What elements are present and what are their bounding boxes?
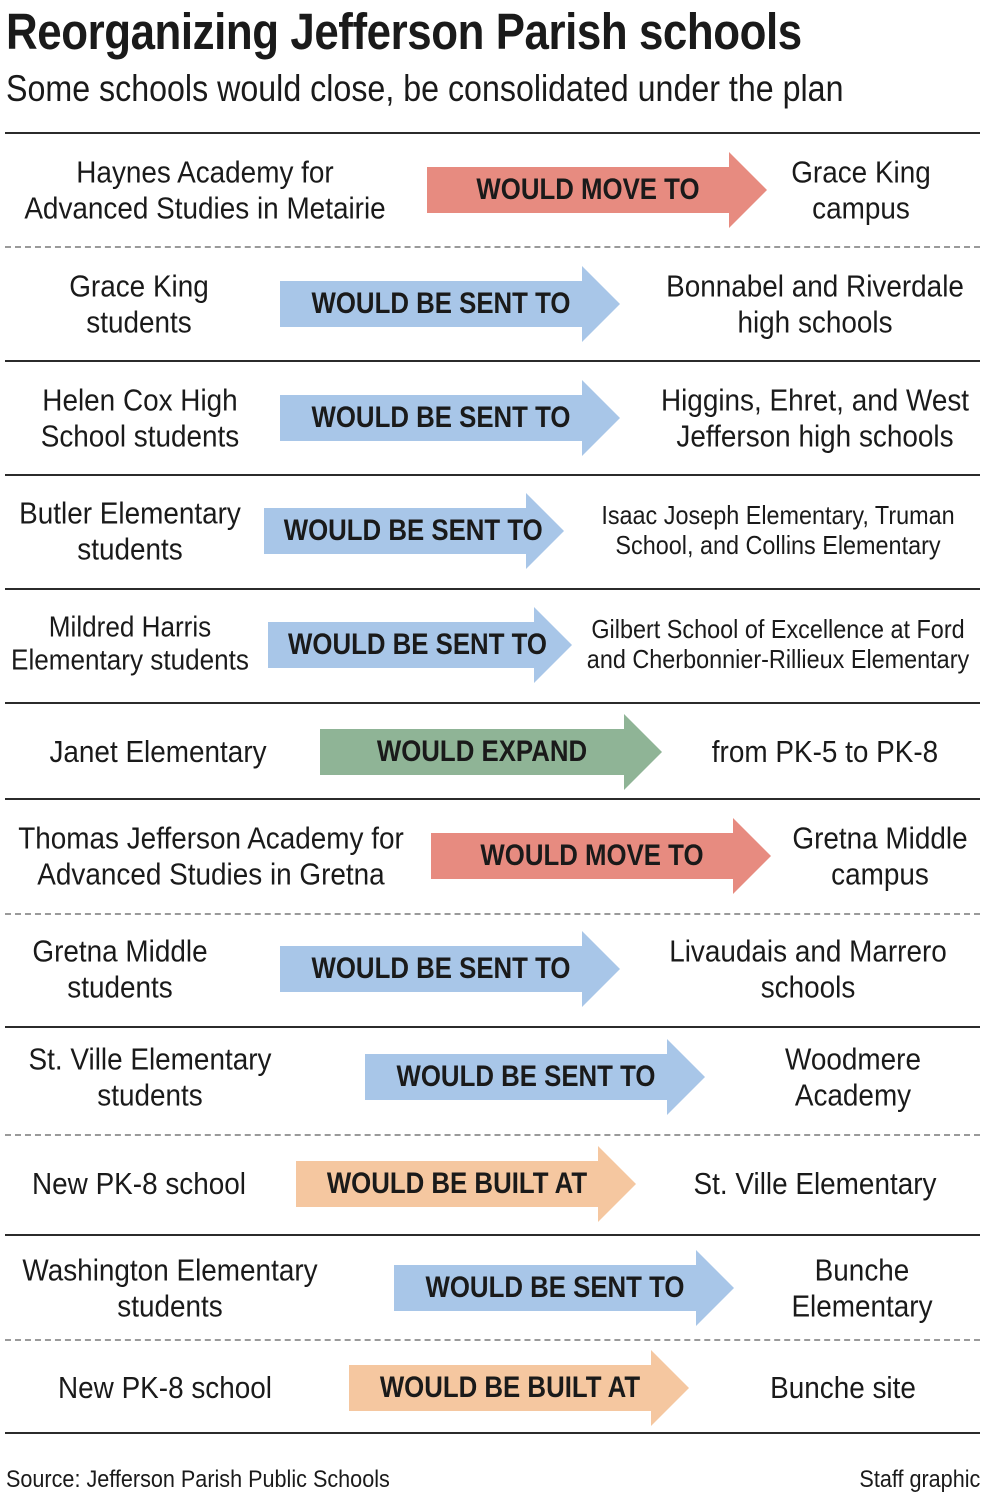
- origin-school-line: students: [97, 1077, 203, 1112]
- origin-school: [41, 382, 240, 453]
- destination: [666, 268, 964, 339]
- destination-line: Bonnabel and Riverdale: [666, 268, 964, 304]
- action-label: WOULD BE SENT TO: [283, 514, 543, 547]
- row-divider: [5, 474, 980, 476]
- arrow-head-icon: [729, 152, 767, 228]
- destination-line: Grace King: [791, 154, 931, 190]
- action-label: WOULD MOVE TO: [476, 173, 700, 206]
- row-divider: [5, 913, 980, 915]
- graphic-title: Reorganizing Jefferson Parish schools: [6, 3, 802, 60]
- destination: [587, 615, 969, 675]
- destination-line: School, and Collins Elementary: [615, 530, 941, 560]
- destination-line: Livaudais and Marrero: [669, 933, 947, 969]
- origin-school-line: Washington Elementary: [22, 1252, 318, 1288]
- origin-school: [24, 154, 385, 225]
- arrow-head-icon: [598, 1146, 636, 1222]
- destination-line: Bunche site: [770, 1370, 916, 1406]
- destination-line: from PK-5 to PK-8: [711, 734, 939, 770]
- destination: [770, 1370, 916, 1406]
- origin-school: [58, 1370, 272, 1406]
- action-label: WOULD BE SENT TO: [396, 1060, 656, 1093]
- arrow-head-icon: [624, 714, 662, 790]
- destination-line: schools: [760, 969, 856, 1004]
- origin-school-line: Thomas Jefferson Academy for: [18, 820, 404, 856]
- row-divider: [5, 1026, 980, 1028]
- destination: [712, 734, 938, 770]
- destination: [792, 820, 967, 891]
- row-divider: [5, 588, 980, 590]
- arrow-sent: [365, 1039, 705, 1115]
- arrow-sent: [280, 380, 620, 456]
- origin-school: [22, 1252, 317, 1323]
- action-label: WOULD MOVE TO: [480, 839, 704, 872]
- source-credit: Source: Jefferson Parish Public Schools: [6, 1466, 390, 1493]
- destination-line: and Cherbonnier-Rillieux Elementary: [586, 644, 970, 674]
- arrow-head-icon: [733, 818, 771, 894]
- destination: [785, 1041, 921, 1112]
- row-divider: [5, 360, 980, 362]
- arrow-sent: [394, 1250, 734, 1326]
- destination-line: Gilbert School of Excellence at Ford: [591, 614, 965, 645]
- origin-school-line: Helen Cox High: [42, 382, 238, 418]
- origin-school-line: Janet Elementary: [49, 734, 267, 770]
- origin-school-line: students: [86, 304, 192, 339]
- origin-school-line: School students: [40, 418, 240, 453]
- staff-credit: Staff graphic: [859, 1466, 980, 1493]
- row-divider: [5, 1234, 980, 1236]
- origin-school-line: Elementary students: [11, 645, 249, 677]
- action-label: WOULD BE SENT TO: [311, 287, 571, 320]
- row-divider: [5, 702, 980, 704]
- origin-school-line: New PK-8 school: [57, 1370, 273, 1406]
- arrow-sent: [268, 607, 572, 683]
- arrow-head-icon: [582, 380, 620, 456]
- origin-school-line: Butler Elementary: [19, 495, 241, 531]
- destination: [669, 933, 947, 1004]
- origin-school-line: Gretna Middle: [32, 933, 208, 969]
- destination-line: St. Ville Elementary: [693, 1166, 937, 1202]
- origin-school: [69, 268, 209, 339]
- action-label: WOULD EXPAND: [376, 735, 588, 768]
- origin-school-line: New PK-8 school: [31, 1166, 247, 1202]
- origin-school-line: Mildred Harris: [48, 611, 212, 644]
- arrow-head-icon: [651, 1350, 689, 1426]
- destination-line: campus: [812, 190, 910, 225]
- destination: [694, 1166, 937, 1202]
- origin-school: [32, 1166, 246, 1202]
- origin-school: [29, 1041, 272, 1112]
- row-divider: [5, 246, 980, 248]
- arrow-move: [431, 818, 771, 894]
- origin-school: [19, 495, 241, 566]
- arrow-head-icon: [582, 266, 620, 342]
- graphic-subtitle: Some schools would close, be consolidated under the plan: [6, 68, 844, 109]
- arrow-built: [296, 1146, 636, 1222]
- origin-school-line: students: [77, 531, 183, 566]
- destination-line: Gretna Middle: [792, 820, 968, 856]
- origin-school: [18, 820, 404, 891]
- row-divider: [5, 1432, 980, 1434]
- arrow-sent: [280, 931, 620, 1007]
- destination: [601, 501, 954, 561]
- origin-school-line: Haynes Academy for: [76, 154, 334, 190]
- destination-line: Academy: [794, 1077, 912, 1112]
- destination-line: Elementary: [791, 1288, 933, 1323]
- action-label: WOULD BE SENT TO: [288, 628, 547, 661]
- destination-line: high schools: [737, 304, 893, 339]
- origin-school-line: Grace King: [69, 268, 209, 304]
- row-divider: [5, 132, 980, 134]
- arrow-move: [427, 152, 767, 228]
- action-label: WOULD BE SENT TO: [311, 952, 571, 985]
- arrow-built: [349, 1350, 689, 1426]
- destination-line: Jefferson high schools: [676, 418, 954, 453]
- arrow-sent: [280, 266, 620, 342]
- origin-school-line: St. Ville Elementary: [28, 1041, 272, 1077]
- action-label: WOULD BE SENT TO: [311, 401, 571, 434]
- origin-school-line: Advanced Studies in Gretna: [37, 856, 385, 891]
- origin-school-line: students: [117, 1288, 223, 1323]
- row-divider: [5, 798, 980, 800]
- destination: [661, 382, 969, 453]
- origin-school: [32, 933, 207, 1004]
- destination-line: Higgins, Ehret, and West: [660, 382, 970, 418]
- destination-line: Isaac Joseph Elementary, Truman: [601, 500, 955, 531]
- row-divider: [5, 1134, 980, 1136]
- arrow-head-icon: [696, 1250, 734, 1326]
- origin-school: [11, 612, 249, 679]
- arrow-sent: [264, 493, 564, 569]
- arrow-head-icon: [667, 1039, 705, 1115]
- destination: [791, 154, 931, 225]
- origin-school-line: students: [67, 969, 173, 1004]
- origin-school: [49, 734, 266, 770]
- destination: [791, 1252, 932, 1323]
- destination-line: Woodmere: [785, 1041, 921, 1077]
- action-label: WOULD BE BUILT AT: [326, 1167, 588, 1200]
- row-divider: [5, 1339, 980, 1341]
- origin-school-line: Advanced Studies in Metairie: [24, 190, 386, 225]
- arrow-head-icon: [582, 931, 620, 1007]
- action-label: WOULD BE BUILT AT: [379, 1371, 641, 1404]
- arrow-expand: [320, 714, 662, 790]
- action-label: WOULD BE SENT TO: [425, 1271, 685, 1304]
- destination-line: Bunche: [814, 1252, 910, 1288]
- destination-line: campus: [831, 856, 929, 891]
